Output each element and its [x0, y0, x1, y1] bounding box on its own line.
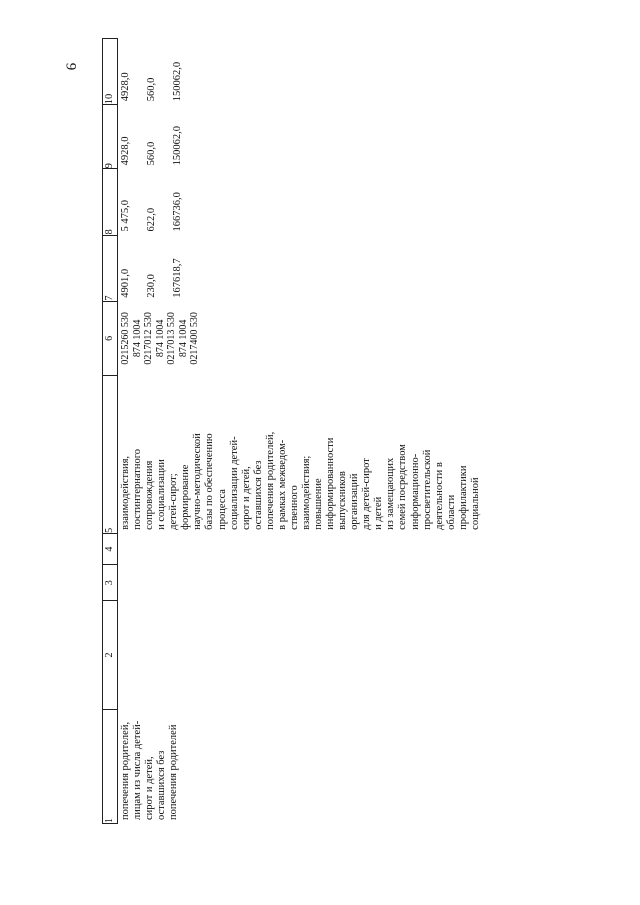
col5-line: социальной [469, 477, 481, 530]
col5-line: информационно- [409, 453, 421, 530]
col5-line: организаций [349, 473, 361, 530]
col5-line: социализации детей- [228, 436, 240, 530]
col5-line: оставшихся без [252, 460, 264, 530]
column-header-6: 6 [103, 301, 118, 375]
col5-line: процесса [216, 489, 228, 530]
column-header-8: 8 [103, 169, 118, 235]
col5-line: деятельности в [433, 462, 445, 530]
col5-line: детей-сирот; [168, 473, 180, 530]
col5-line: информированности [325, 437, 337, 530]
cell-col3 [118, 565, 484, 601]
col5-line: семей посредством [397, 444, 409, 530]
cell-col8-amounts [118, 169, 484, 235]
col5-line: взаимодействия; [300, 455, 312, 530]
col5-line: области [445, 494, 457, 530]
col5-line: сопровождения [144, 460, 156, 530]
amount-value: 4928,0 [120, 136, 131, 166]
budget-code-line: 0217013 530 [166, 312, 177, 365]
col5-line: повышение [313, 478, 324, 530]
col5-line: ственного [288, 485, 300, 530]
budget-code-line: 0217012 530 [143, 312, 154, 365]
col5-line: и детей [373, 496, 385, 530]
column-header-10: 10 [103, 39, 118, 105]
cell-col9-amounts [118, 105, 484, 169]
page-number: 9 [62, 62, 79, 71]
col1-line: попечения родителей [168, 724, 180, 820]
col5-line: просветительской [421, 449, 433, 530]
cell-col2 [118, 601, 484, 710]
col5-line: базы по обеспечению [204, 433, 216, 530]
column-header-2: 2 [103, 601, 118, 710]
col1-line: оставшихся без [156, 750, 168, 820]
col5-line: для детей-сирот [361, 458, 373, 530]
col1-line: лицам из числа детей- [132, 720, 144, 820]
cell-col5 [118, 376, 484, 534]
col1-line: попечения родителей, [120, 721, 131, 820]
amount-value: 4928,0 [120, 72, 131, 102]
amount-value: 5 475,0 [120, 200, 131, 232]
amount-value: 150062,0 [172, 61, 183, 102]
amount-value: 622,0 [146, 207, 157, 232]
budget-code-line: 0215260 530 [120, 312, 131, 365]
amount-value: 167618,7 [172, 258, 183, 298]
budget-code-line: 874 1004 [154, 319, 166, 358]
col5-line: и социализации [156, 459, 168, 530]
amount-value: 150062,0 [172, 126, 183, 166]
cell-col10-amounts [118, 39, 484, 105]
col5-line: формирование [180, 464, 192, 530]
column-header-3: 3 [103, 565, 118, 601]
cell-col6-budget-codes [118, 301, 484, 375]
table-row [118, 39, 484, 824]
col5-line: попечения родителей, [264, 431, 276, 530]
col5-line: научно-методической [192, 433, 204, 530]
budget-code-line: 874 1004 [131, 319, 143, 358]
column-header-4: 4 [103, 533, 118, 565]
col5-line: профилактики [457, 465, 469, 530]
col5-line: постинтернатного [132, 448, 144, 530]
table-header-row [103, 39, 118, 824]
cell-col7-amounts [118, 235, 484, 301]
column-header-7: 7 [103, 235, 118, 301]
amount-value: 4901,0 [120, 268, 131, 298]
budget-table [102, 38, 484, 824]
column-header-5: 5 [103, 376, 118, 534]
col5-line: выпускников [337, 471, 349, 530]
col5-line: в рамках межведом- [276, 439, 288, 530]
cell-col4 [118, 533, 484, 565]
col5-line: взаимодействия, [120, 455, 131, 530]
rotated-table-frame [102, 38, 632, 824]
cell-col1 [118, 709, 484, 823]
column-header-9: 9 [103, 105, 118, 169]
amount-value: 166736,0 [172, 192, 183, 232]
amount-value: 230,0 [146, 274, 157, 298]
col5-line: из замещающих [385, 457, 397, 530]
budget-code-line: 874 1004 [177, 319, 189, 358]
col1-line: сирот и детей, [144, 756, 156, 820]
budget-code-line: 0217400 530 [189, 312, 200, 365]
amount-value: 560,0 [146, 77, 157, 102]
column-header-1: 1 [103, 709, 118, 823]
amount-value: 560,0 [146, 141, 157, 166]
col5-line: сирот и детей, [240, 466, 252, 530]
rotated-table-container [102, 38, 640, 823]
